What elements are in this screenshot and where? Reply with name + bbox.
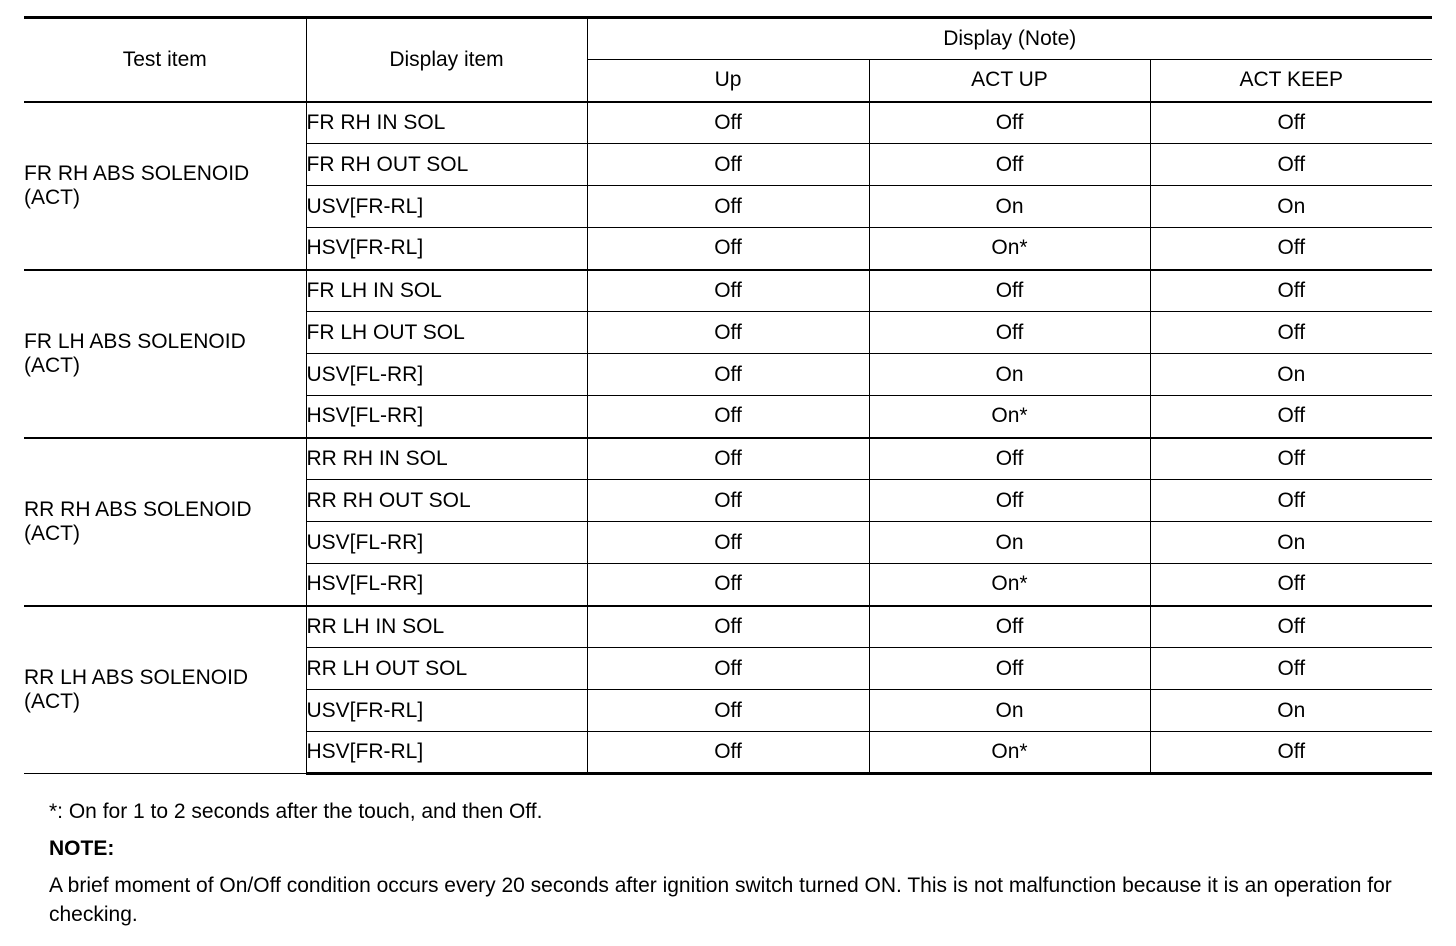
value-up: Off (587, 312, 869, 354)
display-item-cell: RR RH IN SOL (306, 438, 587, 480)
value-act-keep: Off (1150, 648, 1432, 690)
value-act-keep: On (1150, 186, 1432, 228)
table-row (24, 438, 1432, 480)
header-act-up: ACT UP (869, 60, 1150, 102)
value-up: Off (587, 144, 869, 186)
value-act-up: Off (869, 102, 1150, 144)
display-item-cell: RR LH OUT SOL (306, 648, 587, 690)
display-item-cell: USV[FL-RR] (306, 354, 587, 396)
value-up: Off (587, 648, 869, 690)
value-act-up: On (869, 186, 1150, 228)
note-title: NOTE: (49, 837, 115, 860)
value-act-keep: Off (1150, 564, 1432, 606)
value-act-up: On* (869, 732, 1150, 774)
display-item-cell: HSV[FR-RL] (306, 732, 587, 774)
value-act-up: Off (869, 480, 1150, 522)
value-act-up: On* (869, 564, 1150, 606)
value-act-up: Off (869, 648, 1150, 690)
value-act-keep: On (1150, 522, 1432, 564)
value-act-up: Off (869, 312, 1150, 354)
display-item-cell: USV[FR-RL] (306, 690, 587, 732)
note-body: A brief moment of On/Off condition occurs every 20 seconds after ignition switch turned ON. This is not malfunction because it is an operation for checking. (49, 874, 1392, 926)
value-act-keep: Off (1150, 732, 1432, 774)
header-act-keep: ACT KEEP (1150, 60, 1432, 102)
value-act-up: On (869, 690, 1150, 732)
test-item-cell: FR RH ABS SOLENOID (ACT) (24, 102, 306, 270)
value-act-keep: On (1150, 690, 1432, 732)
value-act-keep: Off (1150, 438, 1432, 480)
value-act-up: Off (869, 144, 1150, 186)
display-item-cell: HSV[FL-RR] (306, 564, 587, 606)
header-display-note: Display (Note) (587, 18, 1432, 60)
value-up: Off (587, 690, 869, 732)
value-act-keep: Off (1150, 270, 1432, 312)
value-up: Off (587, 228, 869, 270)
value-act-up: On (869, 522, 1150, 564)
header-test-item: Test item (24, 18, 306, 102)
test-item-cell: RR RH ABS SOLENOID (ACT) (24, 438, 306, 606)
value-act-keep: Off (1150, 312, 1432, 354)
value-act-up: Off (869, 270, 1150, 312)
value-act-keep: Off (1150, 228, 1432, 270)
value-act-keep: Off (1150, 396, 1432, 438)
table-row (24, 606, 1432, 648)
test-item-cell: FR LH ABS SOLENOID (ACT) (24, 270, 306, 438)
header-display-item: Display item (306, 18, 587, 102)
value-up: Off (587, 354, 869, 396)
value-act-up: On* (869, 396, 1150, 438)
value-up: Off (587, 606, 869, 648)
table-row (24, 270, 1432, 312)
value-act-keep: On (1150, 354, 1432, 396)
solenoid-display-table (24, 16, 1432, 775)
value-up: Off (587, 438, 869, 480)
header-up: Up (587, 60, 869, 102)
display-item-cell: FR LH OUT SOL (306, 312, 587, 354)
value-act-keep: Off (1150, 102, 1432, 144)
value-up: Off (587, 102, 869, 144)
table-row (24, 102, 1432, 144)
display-item-cell: USV[FL-RR] (306, 522, 587, 564)
notes-section (49, 797, 1439, 929)
display-item-cell: FR LH IN SOL (306, 270, 587, 312)
display-item-cell: USV[FR-RL] (306, 186, 587, 228)
value-up: Off (587, 564, 869, 606)
value-act-up: Off (869, 438, 1150, 480)
value-act-keep: Off (1150, 144, 1432, 186)
display-item-cell: HSV[FL-RR] (306, 396, 587, 438)
value-act-up: On* (869, 228, 1150, 270)
test-item-cell: RR LH ABS SOLENOID (ACT) (24, 606, 306, 774)
value-act-keep: Off (1150, 480, 1432, 522)
value-act-keep: Off (1150, 606, 1432, 648)
value-up: Off (587, 186, 869, 228)
display-item-cell: FR RH OUT SOL (306, 144, 587, 186)
value-up: Off (587, 480, 869, 522)
value-up: Off (587, 732, 869, 774)
display-item-cell: HSV[FR-RL] (306, 228, 587, 270)
footnote: *: On for 1 to 2 seconds after the touch, and then Off. (49, 800, 543, 823)
value-act-up: On (869, 354, 1150, 396)
display-item-cell: RR LH IN SOL (306, 606, 587, 648)
value-up: Off (587, 522, 869, 564)
display-item-cell: RR RH OUT SOL (306, 480, 587, 522)
display-item-cell: FR RH IN SOL (306, 102, 587, 144)
value-up: Off (587, 396, 869, 438)
value-up: Off (587, 270, 869, 312)
value-act-up: Off (869, 606, 1150, 648)
